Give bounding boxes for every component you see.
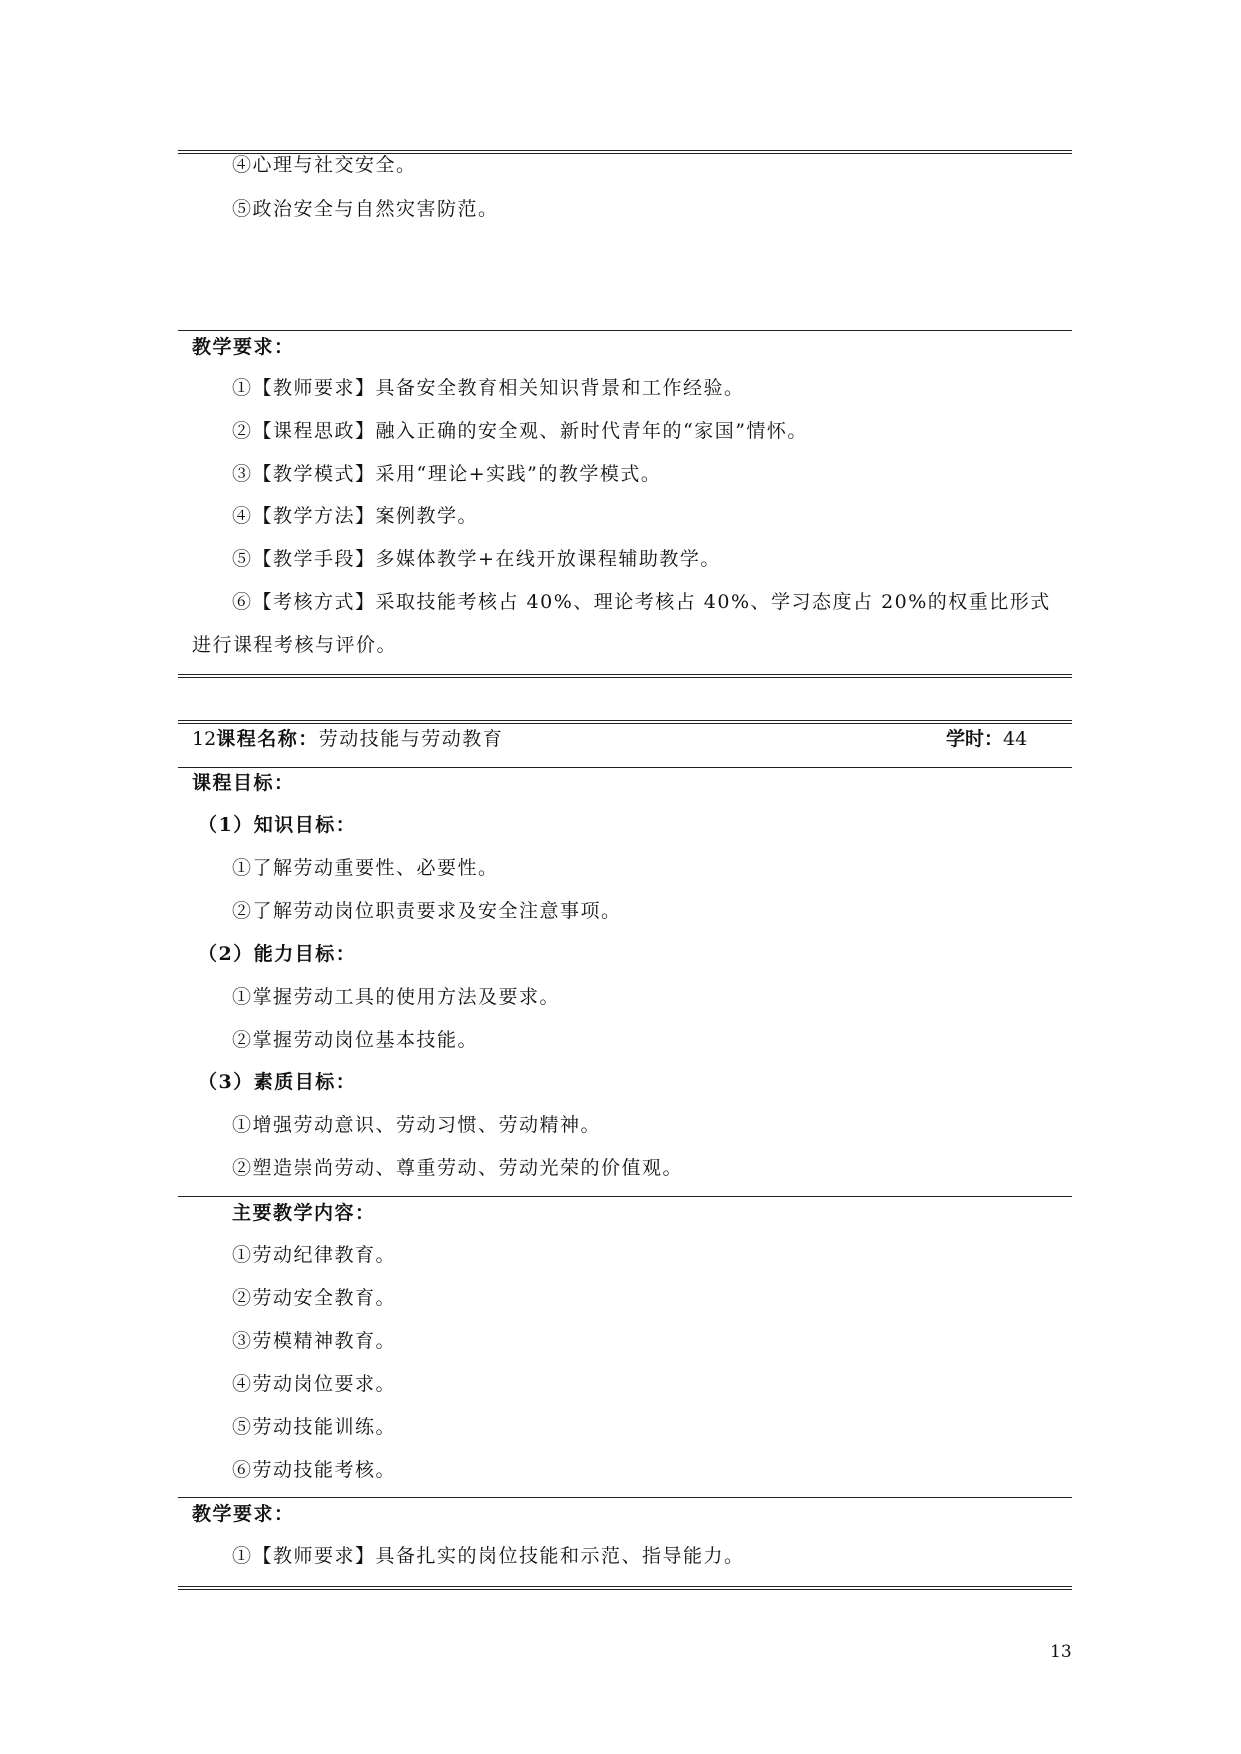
section-divider [178,767,1072,768]
content-item: ⑤劳动技能训练。 [232,1416,397,1438]
content-item: ②劳动安全教育。 [232,1287,397,1309]
course-name-label: 课程名称： [216,728,319,750]
content-item: ④劳动岗位要求。 [232,1373,397,1395]
content-item: ③劳模精神教育。 [232,1330,397,1352]
content-item: ①劳动纪律教育。 [232,1244,397,1266]
requirement-item: ④【教学方法】案例教学。 [232,505,479,527]
goal-item: ②塑造崇尚劳动、尊重劳动、劳动光荣的价值观。 [232,1157,684,1179]
goal-item: ②了解劳动岗位职责要求及安全注意事项。 [232,900,622,922]
quality-heading: （3）素质目标： [198,1071,357,1093]
page-number: 13 [1050,1642,1072,1662]
section-divider [178,1497,1072,1498]
section-heading: 教学要求： [192,1503,295,1525]
goal-item: ①掌握劳动工具的使用方法及要求。 [232,986,561,1008]
goals-heading: 课程目标： [192,772,295,794]
table-border-bottom [178,674,1072,678]
hours-label: 学时： [946,728,1004,750]
requirement-item: ①【教师要求】具备安全教育相关知识背景和工作经验。 [232,377,745,399]
course-title-row [192,726,503,752]
ability-heading: （2）能力目标： [198,943,357,965]
goal-item: ①了解劳动重要性、必要性。 [232,857,499,879]
goal-item: ①增强劳动意识、劳动习惯、劳动精神。 [232,1114,602,1136]
hours-value: 44 [1003,728,1028,750]
table-border-bottom [178,1586,1072,1590]
table-border-top [178,720,1072,724]
requirement-item: ⑥【考核方式】采取技能考核占 40%、理论考核占 40%、学习态度占 20%的权重比形式 [232,591,1051,613]
requirement-item: ①【教师要求】具备扎实的岗位技能和示范、指导能力。 [232,1545,745,1567]
content-item: ④心理与社交安全。 [232,154,417,176]
requirement-item: ③【教学模式】采用“理论+实践”的教学模式。 [232,463,662,485]
content-item: ⑥劳动技能考核。 [232,1459,397,1481]
course-name: 劳动技能与劳动教育 [318,728,504,750]
content-item: ⑤政治安全与自然灾害防范。 [232,198,499,220]
section-divider [178,330,1072,331]
section-heading: 教学要求： [192,336,295,358]
section-divider [178,1196,1072,1197]
knowledge-heading: （1）知识目标： [198,814,357,836]
requirement-item: ②【课程思政】融入正确的安全观、新时代青年的“家国”情怀。 [232,420,808,442]
course-hours [946,726,1027,752]
course-number: 12 [192,728,217,750]
requirement-continuation: 进行课程考核与评价。 [192,634,398,656]
content-heading: 主要教学内容： [232,1202,376,1224]
goal-item: ②掌握劳动岗位基本技能。 [232,1029,479,1051]
requirement-item: ⑤【教学手段】多媒体教学+在线开放课程辅助教学。 [232,548,721,570]
